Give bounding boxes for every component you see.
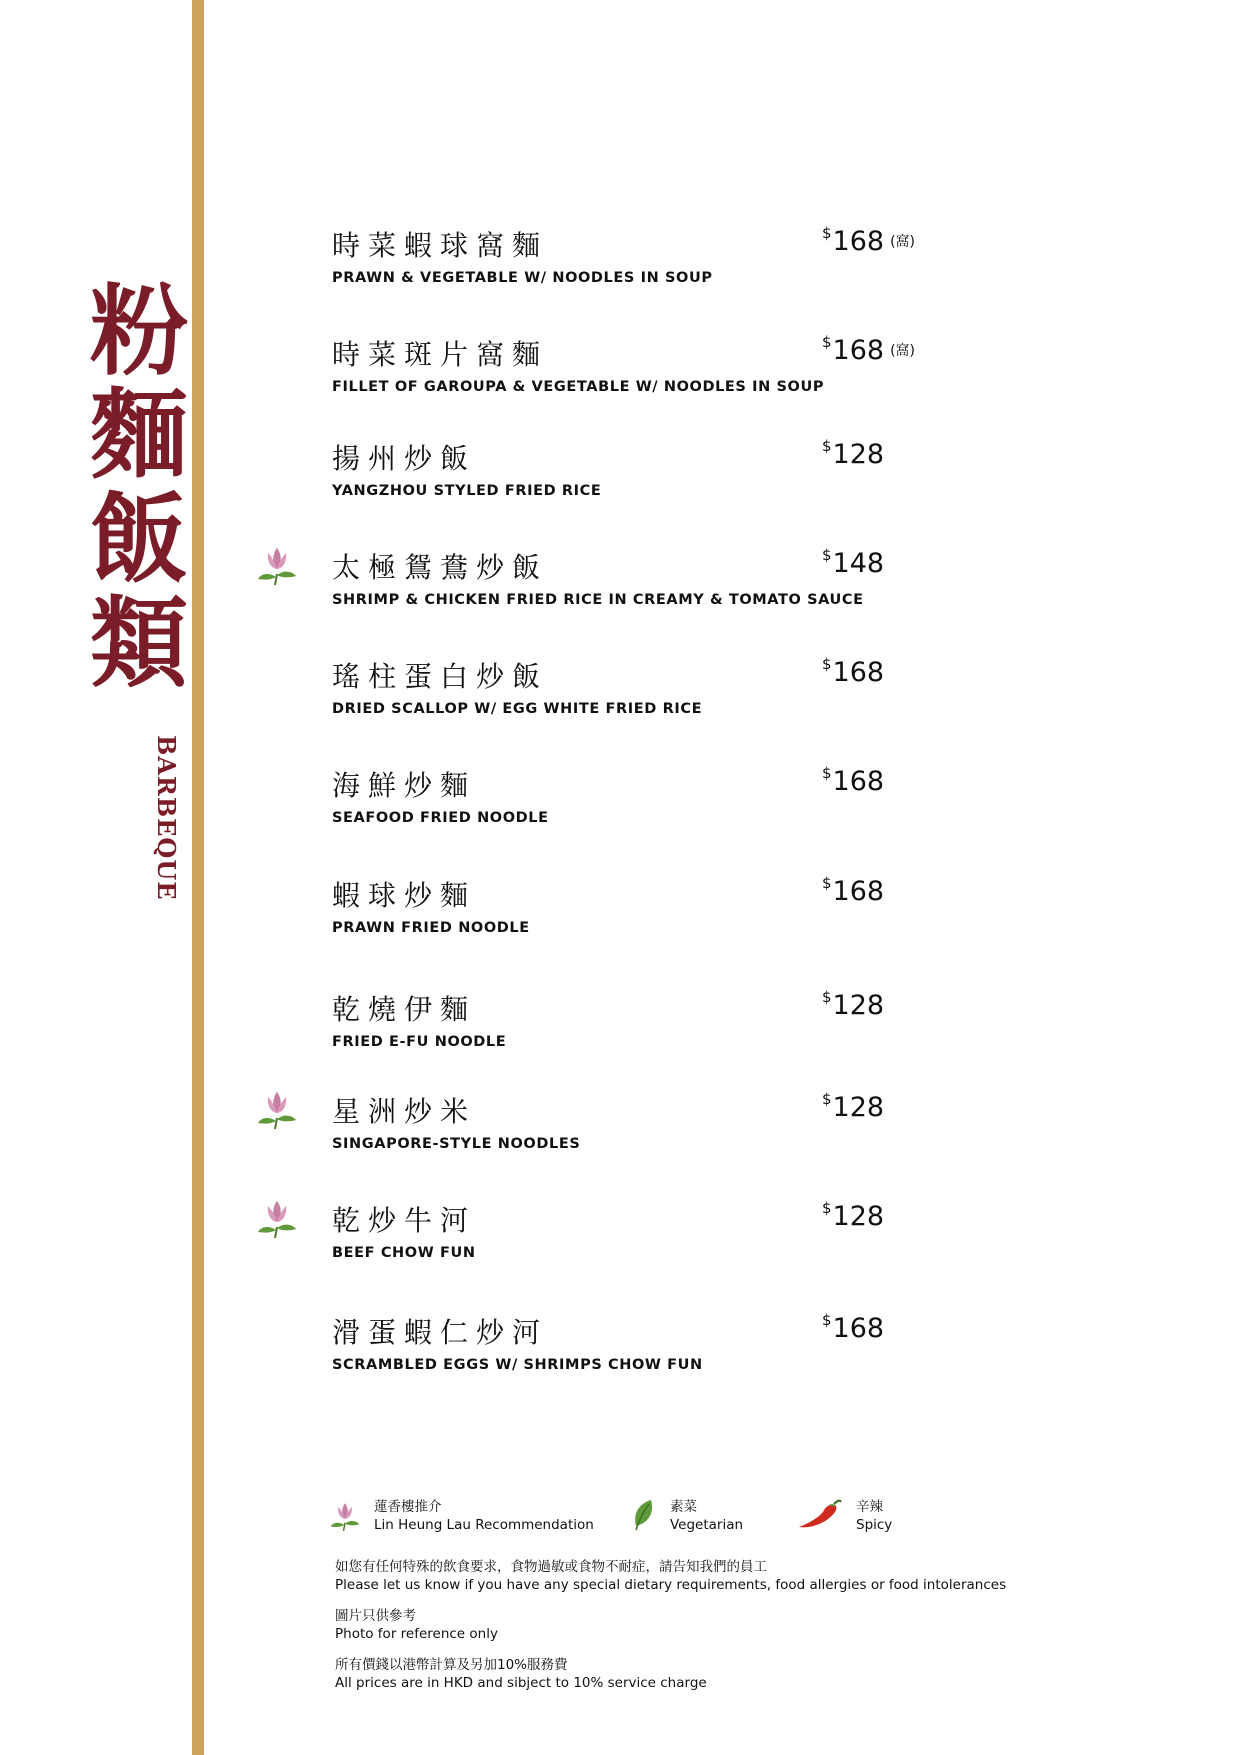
leaf-icon xyxy=(632,1498,656,1532)
menu-item xyxy=(332,764,1032,844)
dish-name-en: SINGAPORE-STYLE NOODLES xyxy=(332,1136,581,1152)
price-value: 168 xyxy=(832,657,885,688)
price-note: (窩) xyxy=(890,343,916,359)
dish-name-zh: 星洲炒米 xyxy=(332,1095,477,1128)
dish-name-zh: 乾炒牛河 xyxy=(332,1204,477,1237)
menu-item xyxy=(332,546,1032,626)
price-value: 128 xyxy=(832,1092,885,1123)
dish-price xyxy=(822,655,884,688)
currency-symbol: $ xyxy=(822,1311,832,1329)
legend-label-zh: 素菜 xyxy=(670,1499,697,1515)
currency-symbol: $ xyxy=(822,546,832,564)
section-title-char: 類 xyxy=(89,586,188,701)
currency-symbol: $ xyxy=(822,655,832,673)
menu-item xyxy=(332,1090,1032,1170)
dish-name-zh: 蝦球炒麵 xyxy=(332,879,477,912)
menu-item xyxy=(332,874,1032,954)
dish-price xyxy=(822,546,884,579)
lotus-icon xyxy=(257,1088,297,1130)
section-title-char: 麵 xyxy=(89,378,188,493)
menu-item xyxy=(332,655,1032,735)
dish-name-en: BEEF CHOW FUN xyxy=(332,1245,476,1261)
dish-name-zh: 瑤柱蛋白炒飯 xyxy=(332,660,549,693)
note-dietary xyxy=(335,1558,1055,1594)
legend xyxy=(330,1498,970,1540)
price-value: 128 xyxy=(832,1201,885,1232)
price-value: 168 xyxy=(832,1313,885,1344)
note-zh: 圖片只供參考 xyxy=(335,1608,416,1624)
note-en: Please let us know if you have any special dietary requirements, food allergies or food intolerances xyxy=(335,1577,1007,1593)
note-photo xyxy=(335,1607,1055,1643)
section-subtitle: BARBEQUE xyxy=(152,735,181,901)
dish-name-zh: 乾燒伊麵 xyxy=(332,993,477,1026)
lotus-icon xyxy=(257,1197,297,1239)
price-note: (窩) xyxy=(890,234,916,250)
price-value: 148 xyxy=(832,548,885,579)
legend-label-en: Lin Heung Lau Recommendation xyxy=(374,1517,594,1533)
legend-label-zh: 蓮香樓推介 xyxy=(374,1499,442,1515)
currency-symbol: $ xyxy=(822,1199,832,1217)
menu-item xyxy=(332,988,1032,1068)
dish-name-en: SCRAMBLED EGGS W/ SHRIMPS CHOW FUN xyxy=(332,1357,703,1373)
menu-item xyxy=(332,333,1032,413)
chili-icon xyxy=(798,1498,842,1532)
dish-name-zh: 揚州炒飯 xyxy=(332,442,477,475)
legend-label-en: Vegetarian xyxy=(670,1517,744,1533)
dish-name-en: DRIED SCALLOP W/ EGG WHITE FRIED RICE xyxy=(332,701,703,717)
note-en: All prices are in HKD and sibject to 10% service charge xyxy=(335,1675,707,1691)
dish-name-en: SHRIMP & CHICKEN FRIED RICE IN CREAMY & TOMATO SAUCE xyxy=(332,592,864,608)
legend-item-recommendation xyxy=(330,1498,594,1534)
lotus-icon xyxy=(330,1498,360,1534)
dish-name-zh: 滑蛋蝦仁炒河 xyxy=(332,1316,549,1349)
lotus-icon xyxy=(257,544,297,586)
dish-name-zh: 時菜斑片窩麵 xyxy=(332,338,549,371)
dish-name-zh: 時菜蝦球窩麵 xyxy=(332,229,549,262)
currency-symbol: $ xyxy=(822,1090,832,1108)
legend-label-en: Spicy xyxy=(856,1517,893,1533)
dish-price xyxy=(822,1311,884,1344)
dish-name-en: PRAWN & VEGETABLE W/ NOODLES IN SOUP xyxy=(332,270,713,286)
dish-price xyxy=(822,874,884,907)
dish-price xyxy=(822,333,915,366)
dish-name-en: SEAFOOD FRIED NOODLE xyxy=(332,810,549,826)
dish-price xyxy=(822,1199,884,1232)
dish-price xyxy=(822,437,884,470)
dish-price xyxy=(822,764,884,797)
currency-symbol: $ xyxy=(822,224,832,242)
currency-symbol: $ xyxy=(822,764,832,782)
price-value: 168 xyxy=(832,226,885,257)
dish-name-en: YANGZHOU STYLED FRIED RICE xyxy=(332,483,602,499)
currency-symbol: $ xyxy=(822,988,832,1006)
menu-item xyxy=(332,437,1032,517)
currency-symbol: $ xyxy=(822,874,832,892)
dish-price xyxy=(822,224,915,257)
note-en: Photo for reference only xyxy=(335,1626,498,1642)
note-zh: 所有價錢以港幣計算及另加10%服務費 xyxy=(335,1657,568,1673)
price-value: 128 xyxy=(832,990,885,1021)
legend-item-vegetarian xyxy=(632,1498,743,1534)
note-zh: 如您有任何特殊的飲食要求，食物過敏或食物不耐症，請告知我們的員工 xyxy=(335,1559,767,1575)
section-title-char: 飯 xyxy=(89,482,188,597)
menu-item xyxy=(332,224,1032,304)
price-value: 168 xyxy=(832,876,885,907)
menu-item xyxy=(332,1199,1032,1279)
footer-notes xyxy=(335,1558,1055,1705)
dish-name-zh: 海鮮炒麵 xyxy=(332,769,477,802)
menu-item xyxy=(332,1311,1032,1391)
price-value: 168 xyxy=(832,766,885,797)
currency-symbol: $ xyxy=(822,333,832,351)
section-title-char: 粉 xyxy=(89,274,188,389)
dish-name-en: FRIED E-FU NOODLE xyxy=(332,1034,507,1050)
price-value: 128 xyxy=(832,439,885,470)
legend-item-spicy xyxy=(798,1498,892,1534)
dish-price xyxy=(822,988,884,1021)
note-service-charge xyxy=(335,1656,1055,1692)
dish-name-en: FILLET OF GAROUPA & VEGETABLE W/ NOODLES IN SOUP xyxy=(332,379,825,395)
price-value: 168 xyxy=(832,335,885,366)
dish-price xyxy=(822,1090,884,1123)
legend-label-zh: 辛辣 xyxy=(856,1499,883,1515)
currency-symbol: $ xyxy=(822,437,832,455)
dish-name-en: PRAWN FRIED NOODLE xyxy=(332,920,530,936)
dish-name-zh: 太極鴛鴦炒飯 xyxy=(332,551,549,584)
